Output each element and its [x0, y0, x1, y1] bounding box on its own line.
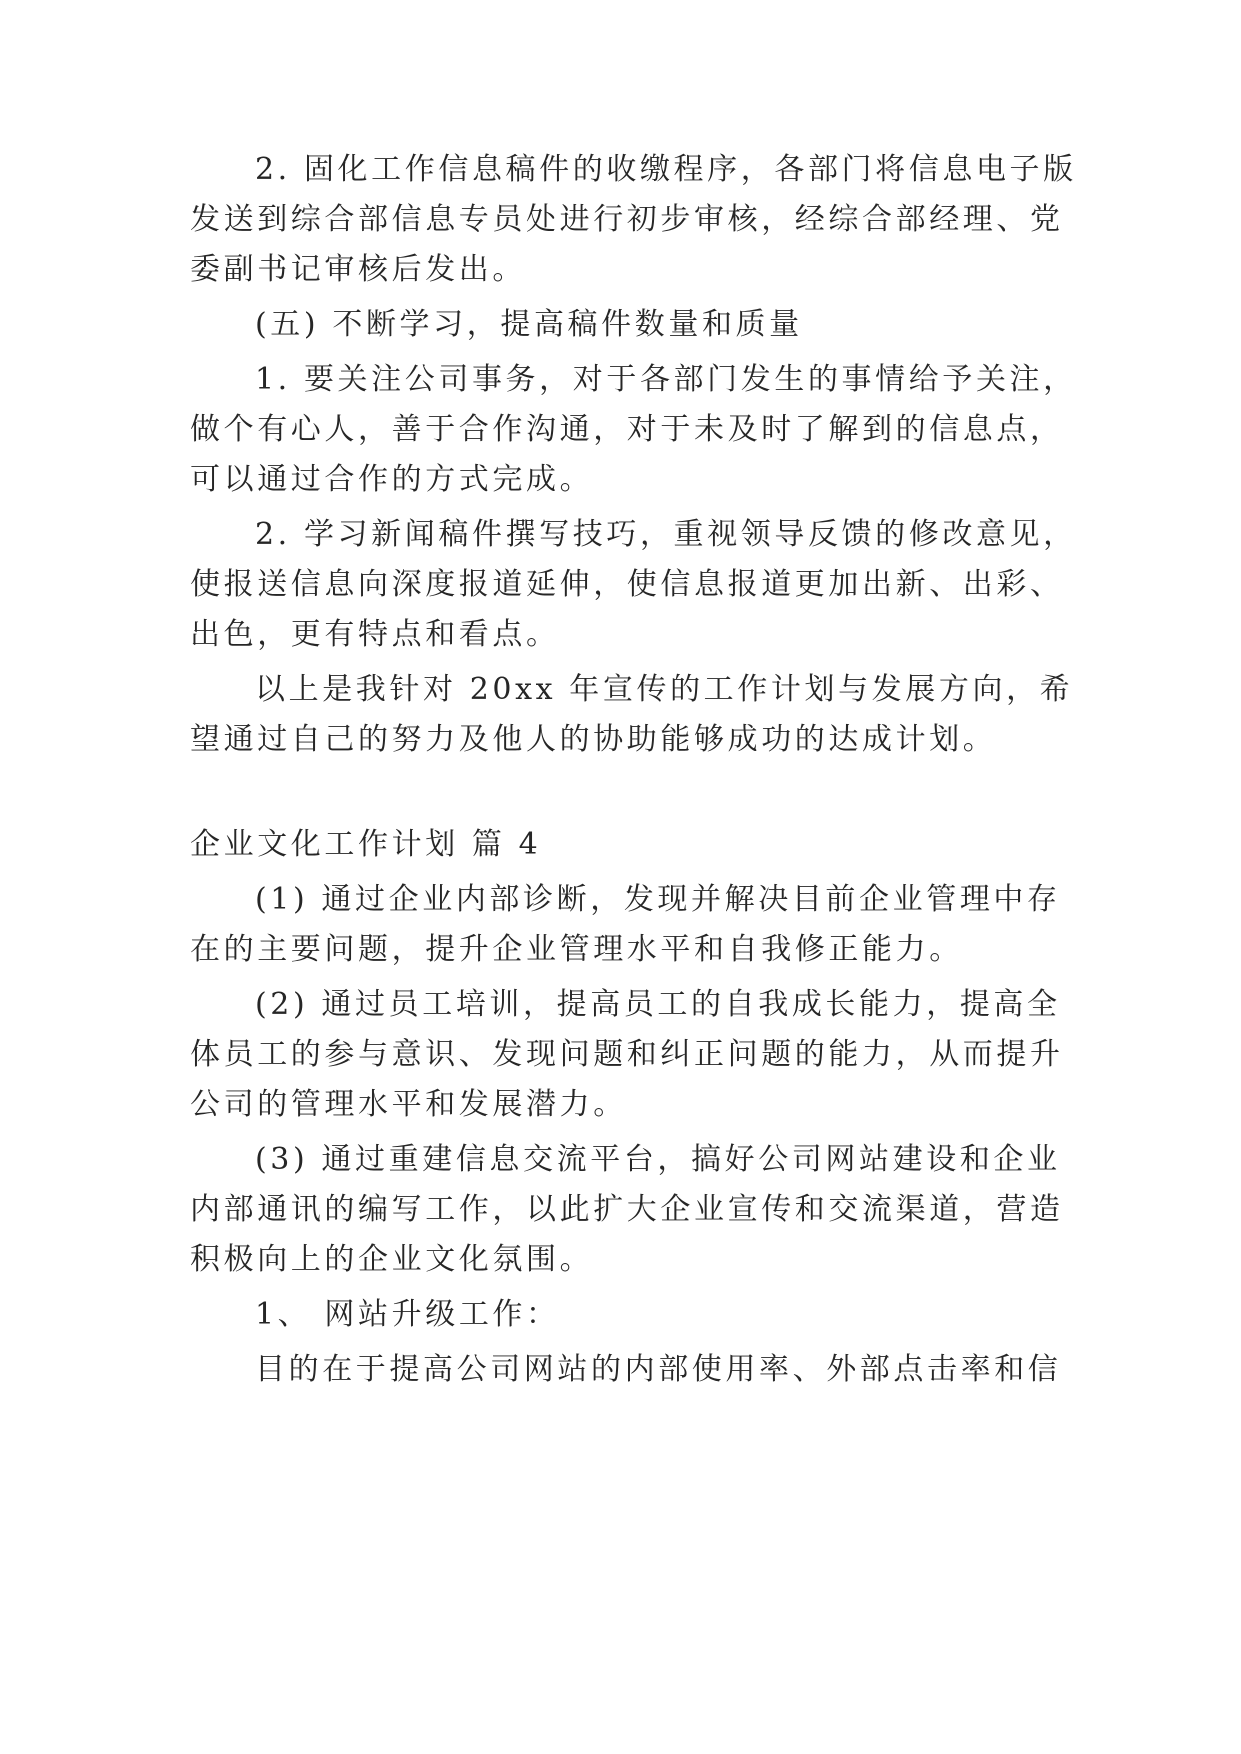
- paragraph-line: 积极向上的企业文化氛围。: [190, 1242, 594, 1277]
- section-heading: (五) 不断学习，提高稿件数量和质量: [255, 307, 803, 342]
- document-title: 企业文化工作计划 篇 4: [190, 827, 542, 862]
- paragraph-line: (1) 通过企业内部诊断，发现并解决目前企业管理中存: [255, 882, 1061, 917]
- paragraph-line: 出色，更有特点和看点。: [190, 617, 560, 652]
- paragraph-line: 在的主要问题，提升企业管理水平和自我修正能力。: [190, 932, 963, 967]
- paragraph-line: 发送到综合部信息专员处进行初步审核，经综合部经理、党: [190, 202, 1064, 237]
- paragraph-line: 1. 要关注公司事务，对于各部门发生的事情给予关注，: [255, 362, 1077, 397]
- paragraph-line: 目的在于提高公司网站的内部使用率、外部点击率和信: [255, 1352, 1062, 1387]
- paragraph-line: 体员工的参与意识、发现问题和纠正问题的能力，从而提升: [190, 1037, 1064, 1072]
- paragraph-line: (2) 通过员工培训，提高员工的自我成长能力，提高全: [255, 987, 1061, 1022]
- paragraph-line: 2. 学习新闻稿件撰写技巧，重视领导反馈的修改意见，: [255, 517, 1077, 552]
- paragraph-line: 内部通讯的编写工作，以此扩大企业宣传和交流渠道，营造: [190, 1192, 1064, 1227]
- list-item-heading: 1、 网站升级工作：: [255, 1297, 560, 1332]
- paragraph-line: (3) 通过重建信息交流平台，搞好公司网站建设和企业: [255, 1142, 1061, 1177]
- paragraph-line: 使报送信息向深度报道延伸，使信息报道更加出新、出彩、: [190, 567, 1064, 602]
- paragraph-line: 2. 固化工作信息稿件的收缴程序，各部门将信息电子版: [255, 152, 1077, 187]
- paragraph-line: 委副书记审核后发出。: [190, 252, 526, 287]
- paragraph-line: 可以通过合作的方式完成。: [190, 462, 594, 497]
- paragraph-line: 公司的管理水平和发展潜力。: [190, 1087, 627, 1122]
- paragraph-line: 做个有心人，善于合作沟通，对于未及时了解到的信息点，: [190, 412, 1064, 447]
- paragraph-line: 以上是我针对 20xx 年宣传的工作计划与发展方向，希: [255, 672, 1074, 707]
- paragraph-line: 望通过自己的努力及他人的协助能够成功的达成计划。: [190, 722, 997, 757]
